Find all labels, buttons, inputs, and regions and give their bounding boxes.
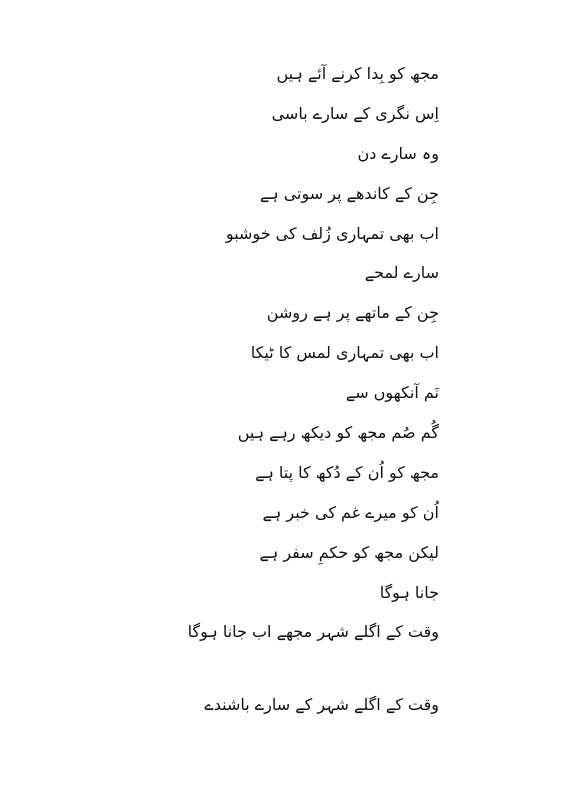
poem-line: جِن کے کاندھے پر سوتی ہے	[259, 183, 439, 203]
poem-line: لیکن مجھ کو حکمِ سفر ہے	[259, 542, 439, 562]
poem-line: مجھ کو بِدا کرنے آئے ہیں	[276, 64, 439, 83]
poem-line: اب بھی تمہاری لمس کا ٹیکا	[250, 343, 439, 363]
poem-line: مجھ کو اُن کے دُکھ کا پتا ہے	[255, 462, 439, 482]
poem-line: سارے لمحے	[364, 263, 439, 283]
poem-line: جِن کے ماتھے پر ہے روشن	[266, 303, 439, 323]
poem-line: جانا ہوگا	[379, 582, 439, 602]
poem-text	[39, 54, 439, 725]
poem-line: اِس نگری کے سارے باسی	[271, 103, 439, 123]
poem-line: اُن کو میرے غم کی خبر ہے	[262, 502, 439, 522]
poem-line: اب بھی تمہاری زُلف کی خوشبو	[225, 223, 439, 243]
poem-line: وقت کے اگلے شہر مجھے اب جانا ہوگا	[187, 622, 439, 642]
poem-closing-line: وقت کے اگلے شہر کے سارے باشندے	[204, 695, 439, 715]
stanza-break	[39, 652, 439, 685]
poem-line: نَم آنکھوں سے	[345, 383, 439, 403]
poem-line: وہ سارے دن	[357, 143, 439, 163]
poem-line: گُم صُم مجھ کو دیکھ رہے ہیں	[237, 423, 439, 443]
